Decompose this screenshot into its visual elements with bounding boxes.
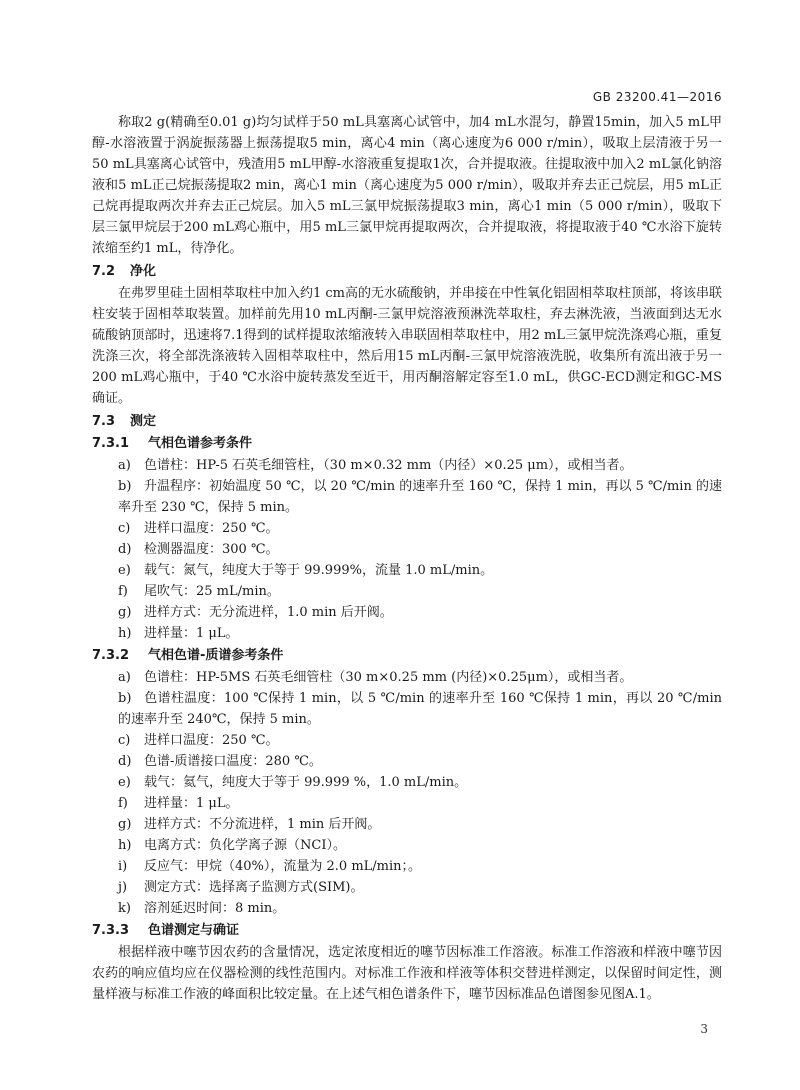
section-heading-determination [92,411,722,432]
item-text: 色谱柱：HP-5 石英毛细管柱，（30 m×0.32 mm（内径）×0.25 μm），或相当者。 [144,458,633,473]
item-text: 测定方式：选择离子监测方式(SIM)。 [144,880,364,895]
list-item [92,877,722,898]
item-text: 电离方式：负化学离子源（NCI）。 [144,838,346,853]
confirm-paragraph: 根据样液中噻节因农药的含量情况，选定浓度相近的噻节因标准工作溶液。标准工作溶液和样液中噻节因农药的响应值均应在仪器检测的线性范围内。对标准工作液和样液等体积交替进样测定，以保留时间定性，测量样液与标准工作液的峰面积比较定量。在上述气相色谱条件下，噻节因标准品色谱图参见图A.1。 [92,945,722,1002]
section-number: 7.3 [92,414,116,429]
gc-conditions-list [92,455,722,644]
page-number: 3 [700,1022,708,1036]
list-item [92,793,722,814]
item-text: 载气：氦气，纯度大于等于 99.999 %，1.0 mL/min。 [144,775,468,790]
item-text: 色谱柱温度：100 ℃保持 1 min，以 5 ℃/min 的速率升至 160 ℃保持 1 min，再以 20 ℃/min 的速率升至 240℃，保持 5 min。 [118,691,722,727]
item-text: 进样口温度：250 ℃。 [144,733,279,748]
list-item [92,835,722,856]
section-heading-cleanup [92,261,722,282]
list-item [92,623,722,644]
gcms-conditions-list [92,667,722,919]
list-item [92,455,722,476]
list-item [92,539,722,560]
subsection-number: 7.3.1 [92,436,130,451]
section-title: 测定 [130,414,157,429]
item-marker: b) [118,479,132,494]
standard-code: GB 23200.41—2016 [592,90,722,104]
list-item [92,581,722,602]
subsection-heading-confirm [92,920,722,941]
item-marker: a) [118,670,131,685]
list-item [92,751,722,772]
list-item [92,476,722,518]
item-marker: c) [118,733,131,748]
section-title: 净化 [130,264,157,279]
item-marker: d) [118,542,132,557]
list-item [92,772,722,793]
subsection-heading-gc [92,433,722,454]
item-text: 检测器温度：300 ℃。 [144,542,279,557]
subsection-heading-gcms [92,645,722,666]
item-marker: b) [118,691,132,706]
item-text: 色谱柱：HP-5MS 石英毛细管柱（30 m×0.25 mm (内径)×0.25μm），或相当者。 [144,670,633,685]
item-text: 尾吹气：25 mL/min。 [144,584,280,599]
item-marker: j) [118,880,128,895]
list-item [92,688,722,730]
item-text: 进样量：1 μL。 [144,796,239,811]
subsection-number: 7.3.3 [92,923,130,938]
list-item [92,814,722,835]
item-text: 反应气：甲烷（40%），流量为 2.0 mL/min；。 [144,859,422,874]
item-marker: e) [118,775,131,790]
item-text: 升温程序：初始温度 50 ℃，以 20 ℃/min 的速率升至 160 ℃，保持 1 min，再以 5 ℃/min 的速率升至 230 ℃，保持 5 min。 [118,479,722,515]
subsection-title: 色谱测定与确证 [148,923,240,938]
item-marker: e) [118,563,131,578]
subsection-title: 气相色谱参考条件 [148,436,253,451]
item-marker: k) [118,901,131,916]
list-item [92,602,722,623]
item-marker: g) [118,605,132,620]
document-body [92,112,722,1005]
list-item [92,518,722,539]
item-marker: f) [118,796,128,811]
list-item [92,730,722,751]
item-text: 进样口温度：250 ℃。 [144,521,279,536]
item-marker: f) [118,584,128,599]
subsection-number: 7.3.2 [92,648,130,663]
list-item [92,898,722,919]
subsection-title: 气相色谱-质谱参考条件 [148,648,284,663]
item-text: 载气：氮气，纯度大于等于 99.999%，流量 1.0 mL/min。 [144,563,494,578]
section-number: 7.2 [92,264,116,279]
item-marker: a) [118,458,131,473]
list-item [92,560,722,581]
item-marker: h) [118,838,132,853]
extraction-paragraph: 称取2 g(精确至0.01 g)均匀试样于50 mL具塞离心试管中，加4 mL水混匀，静置15min，加入5 mL甲醇-水溶液置于涡旋振荡器上振荡提取5 min，离心4 min（离心速度为6 000 r/min），吸取上层清液于另一50 mL具塞离心试管中，残渣用5 mL甲醇-水溶液重复提取1次，合并提取液。往提取液中加入2 mL氯化钠溶液和5 mL正己烷振荡提取2 min，离心1 min（离心速度为5 000 r/min），吸取并弃去正己烷层，用5 mL正己烷再提取两次并弃去正己烷层。加入5 mL三氯甲烷振荡提取3 min，离心1 min（5 000 r/min），吸取下层三氯甲烷层于200 mL鸡心瓶中，用5 mL三氯甲烷再提取两次，合并提取液，将提取液于40 ℃水浴下旋转浓缩至约1 mL，待净化。 [92,115,722,256]
list-item [92,856,722,877]
item-text: 溶剂延迟时间：8 min。 [144,901,286,916]
item-marker: d) [118,754,132,769]
item-marker: h) [118,626,132,641]
cleanup-paragraph: 在弗罗里硅土固相萃取柱中加入约1 cm高的无水硫酸钠，并串接在中性氧化铝固相萃取柱顶部，将该串联柱安装于固相萃取装置。加样前先用10 mL丙酮-三氯甲烷溶液预淋洗萃取柱，弃去淋洗液，当液面到达无水硫酸钠顶部时，迅速将7.1得到的试样提取浓缩液转入串联固相萃取柱中，用2 mL三氯甲烷洗涤鸡心瓶，重复洗涤三次，将全部洗涤液转入固相萃取柱中，然后用15 mL丙酮-三氯甲烷溶液洗脱，收集所有流出液于另一200 mL鸡心瓶中，于40 ℃水浴中旋转蒸发至近干，用丙酮溶解定容至1.0 mL，供GC-ECD测定和GC-MS确证。 [92,286,723,406]
item-marker: c) [118,521,131,536]
list-item [92,667,722,688]
item-marker: g) [118,817,132,832]
item-text: 色谱-质谱接口温度：280 ℃。 [144,754,322,769]
item-text: 进样方式：不分流进样，1 min 后开阀。 [144,817,381,832]
item-text: 进样量：1 μL。 [144,626,239,641]
item-text: 进样方式：无分流进样，1.0 min 后开阀。 [144,605,393,620]
item-marker: i) [118,859,128,874]
